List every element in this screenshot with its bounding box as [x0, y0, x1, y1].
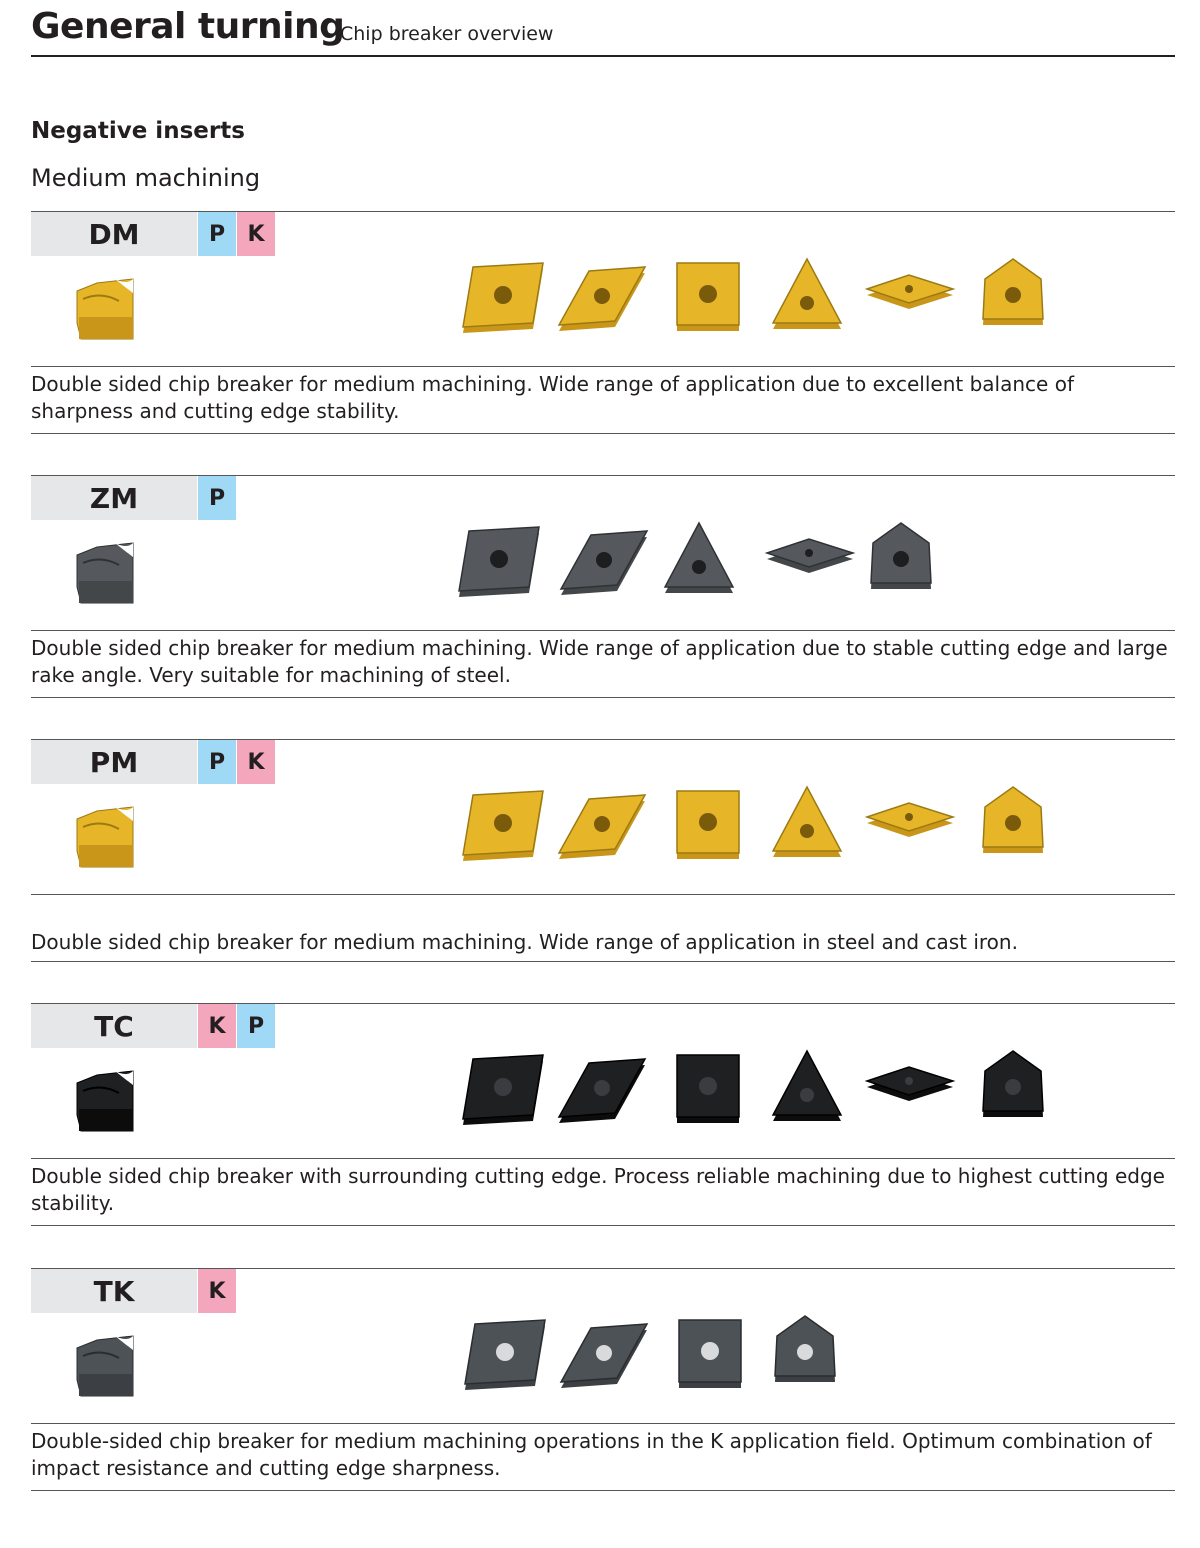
triangle-insert-icon	[773, 1051, 841, 1121]
trigon-insert-icon	[871, 523, 931, 589]
chip-breaker-block-pm	[31, 739, 1175, 1019]
chip-breaker-description: Double sided chip breaker for medium machining. Wide range of application due to excellent balance of sharpness and cutting edge stability.	[31, 372, 1074, 423]
divider	[31, 366, 1175, 367]
material-badge-k: K	[198, 1269, 236, 1313]
rhombus-55-insert-icon	[559, 267, 645, 331]
rhombus-35-insert-icon	[867, 1067, 953, 1101]
rhombus-80-insert-icon	[463, 791, 543, 861]
chip-breaker-description: Double sided chip breaker for medium machining. Wide range of application due to stable cutting edge and large rake angle. Very suitable for machining of steel.	[31, 636, 1168, 687]
insert-shapes	[31, 251, 1175, 361]
section-subtitle: Medium machining	[31, 164, 261, 192]
insert-shapes	[31, 515, 1175, 625]
divider	[31, 433, 1175, 434]
divider	[31, 1423, 1175, 1424]
insert-shapes	[31, 779, 1175, 889]
rhombus-35-insert-icon	[767, 539, 853, 573]
rhombus-80-insert-icon	[459, 527, 539, 597]
triangle-insert-icon	[665, 523, 733, 593]
trigon-insert-icon	[775, 1316, 835, 1382]
square-insert-icon	[679, 1320, 741, 1388]
chip-breaker-block-zm	[31, 475, 1175, 755]
page-subtitle: Chip breaker overview	[340, 23, 554, 45]
material-badge-p: P	[198, 476, 236, 520]
page-title: General turning	[31, 6, 345, 47]
rhombus-55-insert-icon	[559, 1059, 645, 1123]
divider	[31, 1490, 1175, 1491]
insert-shapes	[31, 1308, 1175, 1418]
title-rule	[31, 55, 1175, 57]
divider	[31, 894, 1175, 895]
rhombus-35-insert-icon	[867, 803, 953, 837]
chip-breaker-block-tk	[31, 1268, 1175, 1548]
chip-breaker-code: ZM	[31, 476, 197, 520]
trigon-insert-icon	[983, 259, 1043, 325]
rhombus-80-insert-icon	[465, 1320, 545, 1390]
rhombus-55-insert-icon	[559, 795, 645, 859]
divider	[31, 1225, 1175, 1226]
chip-breaker-code: TK	[31, 1269, 197, 1313]
chip-breaker-code: PM	[31, 740, 197, 784]
chip-breaker-block-dm	[31, 211, 1175, 491]
chip-breaker-description: Double sided chip breaker with surrounding cutting edge. Process reliable machining due to highest cutting edge stability.	[31, 1164, 1165, 1215]
triangle-insert-icon	[773, 787, 841, 857]
divider	[31, 697, 1175, 698]
chip-breaker-block-tc	[31, 1003, 1175, 1283]
rhombus-80-insert-icon	[463, 1055, 543, 1125]
material-badge-p: P	[198, 212, 236, 256]
chip-breaker-code: DM	[31, 212, 197, 256]
insert-shapes	[31, 1043, 1175, 1153]
rhombus-55-insert-icon	[561, 531, 647, 595]
chip-breaker-code: TC	[31, 1004, 197, 1048]
trigon-insert-icon	[983, 787, 1043, 853]
divider	[31, 630, 1175, 631]
trigon-insert-icon	[983, 1051, 1043, 1117]
material-badge-p: P	[198, 740, 236, 784]
material-badge-k: K	[198, 1004, 236, 1048]
material-badge-k: K	[237, 740, 275, 784]
divider	[31, 961, 1175, 962]
material-badge-p: P	[237, 1004, 275, 1048]
square-insert-icon	[677, 791, 739, 859]
rhombus-80-insert-icon	[463, 263, 543, 333]
chip-breaker-description: Double-sided chip breaker for medium machining operations in the K application field. Optimum combination of impact resistance and cutting edge sharpness.	[31, 1429, 1152, 1480]
rhombus-55-insert-icon	[561, 1324, 647, 1388]
square-insert-icon	[677, 1055, 739, 1123]
chip-breaker-description: Double sided chip breaker for medium machining. Wide range of application in steel and cast iron.	[31, 930, 1018, 954]
triangle-insert-icon	[773, 259, 841, 329]
rhombus-35-insert-icon	[867, 275, 953, 309]
section-title: Negative inserts	[31, 118, 245, 144]
material-badge-k: K	[237, 212, 275, 256]
square-insert-icon	[677, 263, 739, 331]
divider	[31, 1158, 1175, 1159]
